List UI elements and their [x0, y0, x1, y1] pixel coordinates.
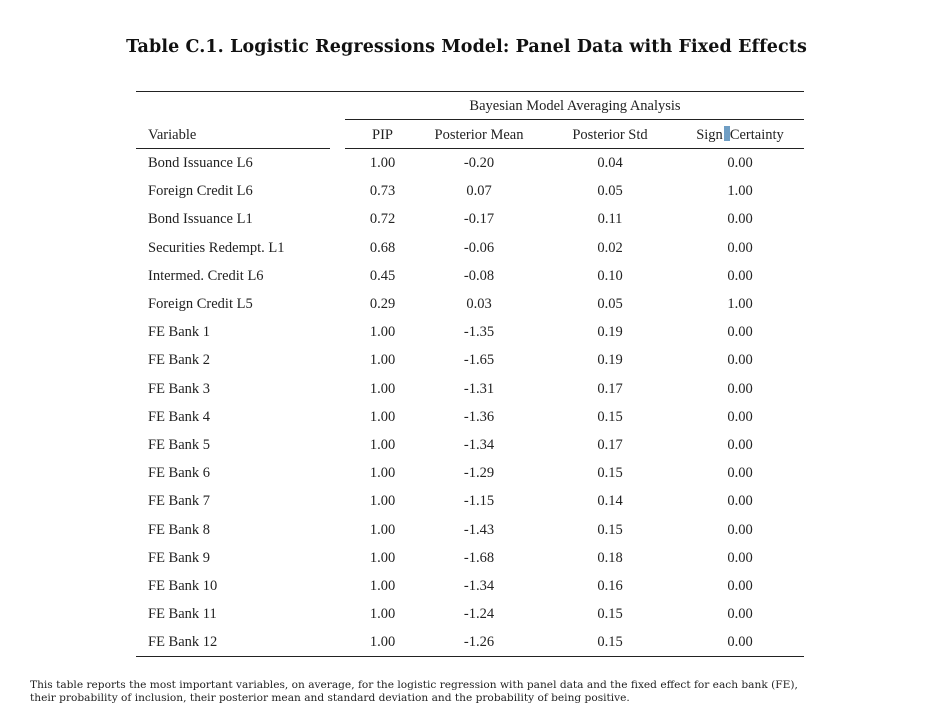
cell-pip: 1.00: [369, 493, 396, 509]
cell-pip: 1.00: [369, 437, 396, 453]
cell-variable: FE Bank 2: [148, 352, 211, 368]
cell-posterior-mean: -1.26: [463, 634, 495, 650]
cell-pip: 1.00: [369, 155, 396, 171]
cell-posterior-mean: -1.35: [463, 324, 495, 340]
cell-pip: 1.00: [369, 465, 396, 481]
cell-pip: 0.29: [369, 296, 396, 312]
cell-posterior-std: 0.17: [597, 437, 623, 453]
cell-posterior-mean: -1.15: [463, 493, 495, 509]
cell-variable: Foreign Credit L6: [148, 183, 253, 199]
cell-posterior-std: 0.14: [597, 493, 623, 509]
cell-pip: 1.00: [369, 381, 396, 397]
cell-sign-certainty: 0.00: [727, 606, 753, 622]
variable-header-rule: [136, 148, 330, 149]
cell-posterior-mean: -1.29: [463, 465, 495, 481]
cell-posterior-mean: -1.24: [463, 606, 495, 622]
cell-sign-certainty: 0.00: [727, 211, 753, 227]
cell-posterior-std: 0.19: [597, 324, 623, 340]
cell-variable: FE Bank 4: [148, 409, 211, 425]
cell-posterior-mean: -0.06: [463, 240, 495, 256]
cell-posterior-std: 0.10: [597, 268, 623, 284]
cell-variable: Intermed. Credit L6: [148, 268, 264, 284]
cell-pip: 0.45: [369, 268, 396, 284]
cell-posterior-mean: -0.20: [463, 155, 495, 171]
table-top-rule: [136, 91, 804, 92]
cell-posterior-mean: 0.07: [466, 183, 492, 199]
footnote-line-1: This table reports the most important variables, on average, for the logistic regression with panel data and the fixed effect for each bank (FE),: [30, 679, 798, 691]
cell-posterior-std: 0.15: [597, 409, 623, 425]
column-header-variable: Variable: [148, 127, 197, 143]
cell-sign-certainty: 0.00: [727, 240, 753, 256]
cell-sign-certainty: 0.00: [727, 578, 753, 594]
column-header-posterior-mean: Posterior Mean: [434, 127, 524, 143]
cell-posterior-mean: -0.08: [463, 268, 495, 284]
cell-variable: FE Bank 3: [148, 381, 211, 397]
cell-variable: Bond Issuance L1: [148, 211, 253, 227]
cell-posterior-std: 0.11: [597, 211, 623, 227]
cell-posterior-mean: -1.68: [463, 550, 495, 566]
table-bottom-rule: [136, 656, 804, 657]
cell-variable: FE Bank 1: [148, 324, 211, 340]
cell-posterior-std: 0.15: [597, 606, 623, 622]
cell-pip: 1.00: [369, 606, 396, 622]
cell-pip: 1.00: [369, 409, 396, 425]
cell-pip: 1.00: [369, 634, 396, 650]
cell-pip: 0.68: [369, 240, 396, 256]
cell-posterior-mean: -1.43: [463, 522, 495, 538]
cell-posterior-std: 0.17: [597, 381, 623, 397]
cell-pip: 1.00: [369, 324, 396, 340]
cell-variable: FE Bank 8: [148, 522, 211, 538]
cell-sign-certainty: 0.00: [727, 522, 753, 538]
cell-pip: 1.00: [369, 578, 396, 594]
cell-sign-certainty: 0.00: [727, 550, 753, 566]
cell-variable: FE Bank 12: [148, 634, 218, 650]
cell-pip: 1.00: [369, 352, 396, 368]
cell-pip: 1.00: [369, 550, 396, 566]
cell-variable: Securities Redempt. L1: [148, 240, 285, 256]
cell-posterior-std: 0.02: [597, 240, 623, 256]
cell-variable: FE Bank 11: [148, 606, 217, 622]
cell-variable: FE Bank 7: [148, 493, 211, 509]
cell-pip: 0.72: [369, 211, 396, 227]
cell-posterior-mean: -1.65: [463, 352, 495, 368]
cell-sign-certainty: 1.00: [727, 296, 753, 312]
cell-variable: FE Bank 10: [148, 578, 218, 594]
sign-word: Sign: [696, 127, 723, 143]
footnote-line-2: their probability of inclusion, their posterior mean and standard deviation and the probability of being positive.: [30, 692, 630, 704]
cell-posterior-std: 0.16: [597, 578, 623, 594]
values-header-rule: [345, 148, 804, 149]
group-header: Bayesian Model Averaging Analysis: [469, 98, 681, 114]
cell-posterior-std: 0.15: [597, 465, 623, 481]
cell-variable: FE Bank 9: [148, 550, 211, 566]
cell-variable: Foreign Credit L5: [148, 296, 253, 312]
cell-posterior-std: 0.04: [597, 155, 623, 171]
certainty-word: Certainty: [729, 127, 784, 143]
cell-posterior-mean: -1.34: [463, 437, 495, 453]
column-header-pip: PIP: [372, 127, 393, 143]
cell-sign-certainty: 0.00: [727, 324, 753, 340]
cell-sign-certainty: 0.00: [727, 381, 753, 397]
cell-sign-certainty: 0.00: [727, 634, 753, 650]
cell-pip: 1.00: [369, 522, 396, 538]
cell-posterior-std: 0.05: [597, 183, 623, 199]
cell-sign-certainty: 0.00: [727, 465, 753, 481]
cell-sign-certainty: 0.00: [727, 268, 753, 284]
cell-sign-certainty: 0.00: [727, 493, 753, 509]
cell-posterior-mean: -1.31: [463, 381, 495, 397]
column-header-posterior-std: Posterior Std: [572, 127, 648, 143]
cell-posterior-mean: -1.36: [463, 409, 495, 425]
table-title: Table C.1. Logistic Regressions Model: Panel Data with Fixed Effects: [126, 37, 807, 57]
cell-sign-certainty: 0.00: [727, 352, 753, 368]
cell-posterior-mean: -0.17: [463, 211, 495, 227]
footnote: [30, 679, 930, 705]
cell-variable: FE Bank 6: [148, 465, 211, 481]
cell-sign-certainty: 1.00: [727, 183, 753, 199]
cell-posterior-mean: 0.03: [466, 296, 492, 312]
cell-posterior-std: 0.15: [597, 522, 623, 538]
column-header-sign-certainty: [684, 126, 796, 144]
cell-posterior-std: 0.05: [597, 296, 623, 312]
cell-pip: 0.73: [369, 183, 396, 199]
cell-posterior-std: 0.15: [597, 634, 623, 650]
cell-posterior-std: 0.19: [597, 352, 623, 368]
cell-posterior-mean: -1.34: [463, 578, 495, 594]
cell-sign-certainty: 0.00: [727, 409, 753, 425]
cell-sign-certainty: 0.00: [727, 155, 753, 171]
cell-sign-certainty: 0.00: [727, 437, 753, 453]
group-header-rule: [345, 119, 804, 120]
cell-posterior-std: 0.18: [597, 550, 623, 566]
cell-variable: FE Bank 5: [148, 437, 211, 453]
cell-variable: Bond Issuance L6: [148, 155, 253, 171]
